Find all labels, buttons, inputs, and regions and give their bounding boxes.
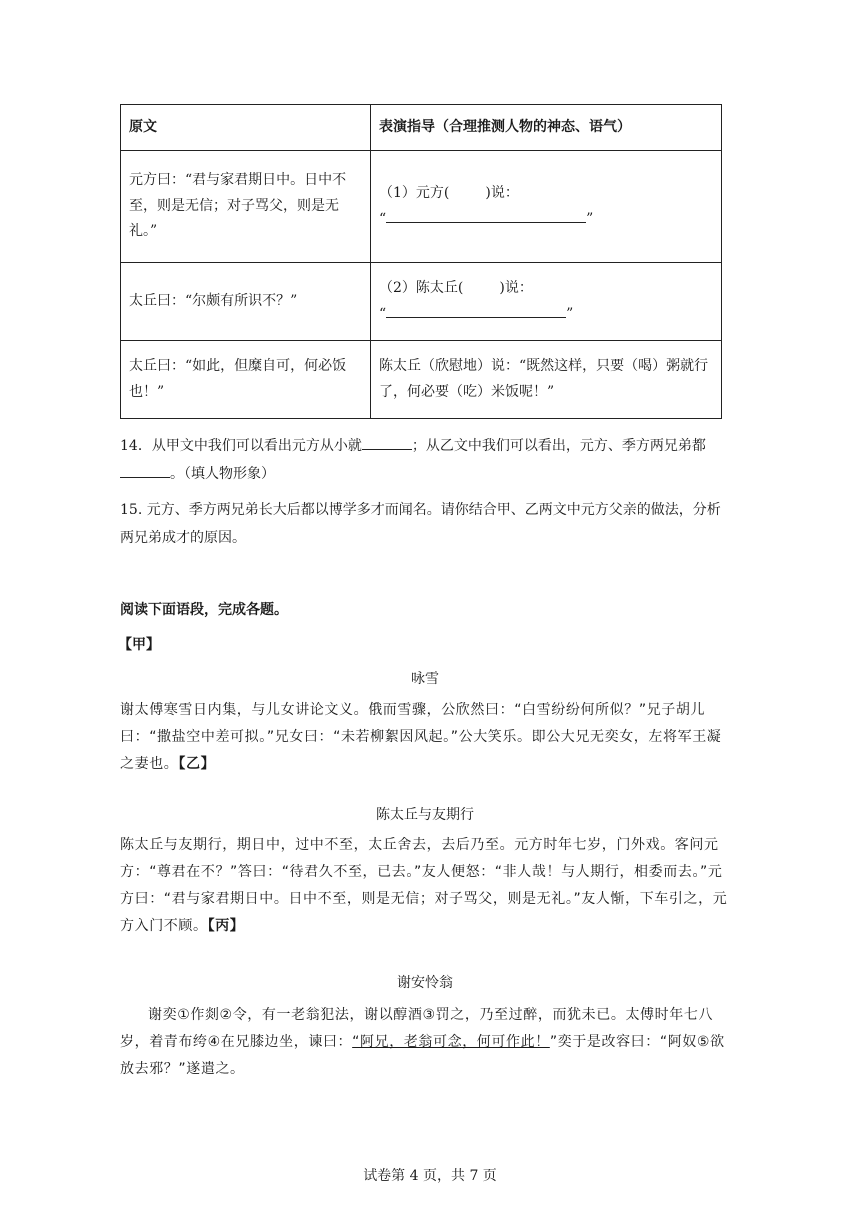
question-14 xyxy=(120,432,730,488)
row1-original: 元方曰：“君与家君期日中。日中不至，则是无信；对子骂父，则是无礼。” xyxy=(121,151,371,263)
passage-1 xyxy=(120,697,732,778)
row3-original: 太丘曰：“如此，但糜自可，何必饭也！” xyxy=(121,341,371,419)
performance-table xyxy=(120,104,722,419)
passage-1-text: 谢太傅寒雪日内集，与儿女讲论文义。俄而雪骤，公欣然曰：“白雪纷纷何所似？”兄子胡儿曰：“撒盐空中差可拟。”兄女曰：“未若柳絮因风起。”公大笑乐。即公大兄无奕女，左将军王凝之妻也。 xyxy=(120,702,722,772)
table-header-row xyxy=(121,105,722,151)
row2-original: 太丘曰：“尔颇有所识不？” xyxy=(121,263,371,341)
open-quote: “ xyxy=(379,305,387,322)
q14-blank-1[interactable] xyxy=(362,435,412,450)
header-guide: 表演指导（合理推测人物的神态、语气） xyxy=(371,105,722,151)
q14-text-3: 。（填人物形象） xyxy=(170,466,275,482)
passage-3-text-a: 谢奕①作剡②令，有一老翁犯法，谢以醇酒③罚之，乃至过醉，而犹未已。太傅时年七八岁，着青布绔④在兄膝边坐，谏曰： xyxy=(120,1007,714,1050)
row2-guide xyxy=(371,263,722,341)
row2-guide-prefix: （2）陈太丘( xyxy=(379,279,464,296)
row1-guide-prefix: （1）元方( xyxy=(379,184,450,201)
label-jia: 【甲】 xyxy=(118,637,160,653)
answer-blank-2[interactable] xyxy=(386,303,566,318)
table-row xyxy=(121,263,722,341)
table-row xyxy=(121,151,722,263)
passage-3-text-b: ”奕于是改容曰：“阿奴⑤欲放去邪？”遂遣之。 xyxy=(120,1034,725,1077)
passage-3 xyxy=(120,1002,732,1083)
label-yi: 【乙】 xyxy=(178,756,216,772)
row3-guide: 陈太丘（欣慰地）说：“既然这样，只要（喝）粥就行了，何必要（吃）米饭呢！” xyxy=(371,341,722,419)
table-row xyxy=(121,341,722,419)
row2-guide-suffix: )说： xyxy=(499,279,533,296)
passage-title-3: 谢安怜翁 xyxy=(397,975,453,991)
header-original: 原文 xyxy=(121,105,371,151)
passage-title-1: 咏雪 xyxy=(411,671,439,687)
q14-text-2: ；从乙文中我们可以看出，元方、季方两兄弟都 xyxy=(411,438,706,454)
q14-text-1: 14．从甲文中我们可以看出元方从小就 xyxy=(120,438,362,454)
passage-3-underlined-quote: “阿兄，老翁可念，何可作此！ xyxy=(352,1034,550,1050)
passage-title-2: 陈太丘与友期行 xyxy=(376,807,474,823)
question-15: 15. 元方、季方两兄弟长大后都以博学多才而闻名。请你结合甲、乙两文中元方父亲的做法，分析两兄弟成才的原因。 xyxy=(120,502,721,546)
reading-instruction: 阅读下面语段，完成各题。 xyxy=(120,602,288,618)
row1-guide xyxy=(371,151,722,263)
q14-blank-2[interactable] xyxy=(120,463,170,478)
passage-2 xyxy=(120,832,732,940)
label-bing: 【丙】 xyxy=(207,918,245,934)
page-footer: 试卷第 4 页，共 7 页 xyxy=(363,1168,497,1184)
close-quote: ” xyxy=(586,210,594,227)
open-quote: “ xyxy=(379,210,387,227)
row1-guide-suffix: )说： xyxy=(485,184,519,201)
close-quote: ” xyxy=(566,305,574,322)
passage-2-text: 陈太丘与友期行，期日中，过中不至，太丘舍去，去后乃至。元方时年七岁，门外戏。客问元方：“尊君在不？”答曰：“待君久不至，已去。”友人便怒：“非人哉！与人期行，相委而去。”元方曰：“君与家君期日中。日中不至，则是无信；对子骂父，则是无礼。”友人惭，下车引之，元方入门不顾。 xyxy=(120,837,728,934)
answer-blank-1[interactable] xyxy=(386,208,586,223)
